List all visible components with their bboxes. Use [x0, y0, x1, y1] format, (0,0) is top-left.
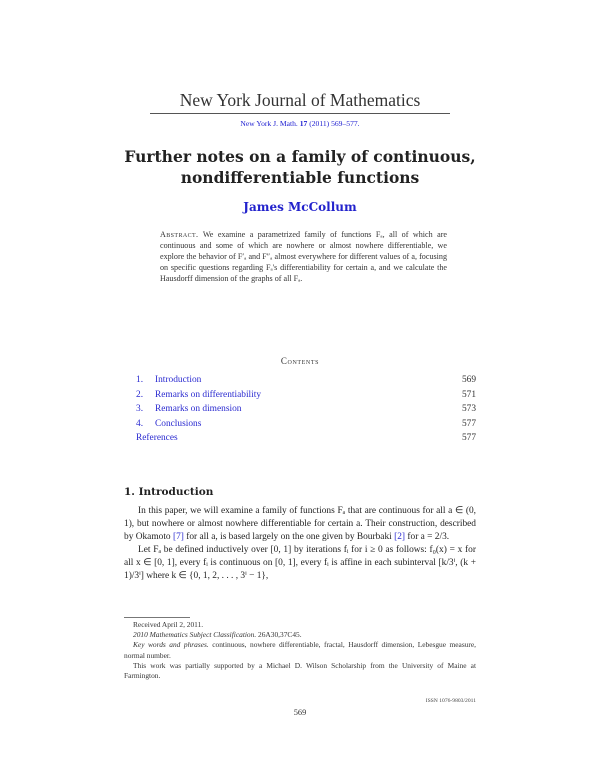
- toc-item-differentiability[interactable]: [136, 390, 476, 405]
- citation-link-okamoto[interactable]: [7]: [172, 532, 184, 542]
- toc-item-number: 4.: [136, 418, 144, 429]
- paragraph-text: for a = 2/3.: [407, 532, 450, 542]
- page-number: 569: [293, 708, 307, 717]
- table-of-contents: [136, 375, 476, 448]
- abstract-text: We examine a parametrized family of functions Fₐ, all of which are continuous and some of which are nowhere or almost nowhere differentiable, we explore the behavior of F′ₐ and F″ₐ almost everywhere for different values of a, focusing on specific questions regarding Fₐ's differentiability for certain a, and we calculate the Hausdorff dimension of the graphs of all Fₐ.: [160, 230, 447, 284]
- toc-item-label: Introduction: [155, 375, 202, 385]
- keywords-value: continuous, nowhere differentiable, fractal, Hausdorff dimension, Lebesgue measure, normal number.: [124, 640, 476, 660]
- citation-prefix: New York J. Math.: [240, 119, 298, 128]
- paragraph: [124, 505, 476, 544]
- msc-value: 26A30,37C45.: [258, 630, 302, 640]
- paragraph-text: for all a, is based largely on the one given by Bourbaki: [186, 532, 392, 542]
- toc-item-label: References: [136, 433, 178, 443]
- msc-classification: [124, 630, 476, 640]
- paragraph-text: In this paper, we will examine a family of functions Fₐ that are continuous for all a ∈ (0, 1), but nowhere or almost nowhere differentiable for certain a. Their construction, described by Okamoto: [124, 506, 476, 542]
- footnote-divider: [124, 617, 190, 618]
- toc-item-conclusions[interactable]: [136, 419, 476, 434]
- toc-item-page: 571: [461, 389, 476, 400]
- toc-item-number: 3.: [136, 404, 144, 414]
- toc-item-page: 577: [461, 433, 476, 443]
- keywords-label: Key words and phrases.: [133, 640, 209, 650]
- issn: ISSN 1076-9803/2011: [425, 698, 476, 704]
- citation-link-bourbaki[interactable]: [2]: [394, 532, 406, 542]
- toc-item-label: Conclusions: [155, 418, 202, 429]
- journal-citation-link[interactable]: [150, 119, 450, 128]
- toc-item-label: Remarks on differentiability: [155, 389, 262, 400]
- keywords: [124, 640, 476, 660]
- footnotes: [124, 620, 476, 681]
- citation-volume: 17: [299, 119, 308, 128]
- toc-item-number: 1.: [136, 375, 144, 385]
- journal-header: [150, 90, 450, 128]
- received-date: Received April 2, 2011.: [133, 620, 204, 629]
- msc-label: 2010 Mathematics Subject Classification.: [133, 630, 257, 640]
- author-link[interactable]: James McCollum: [243, 200, 357, 214]
- toc-item-dimension[interactable]: [136, 404, 476, 419]
- introduction-body: [124, 505, 476, 583]
- abstract: [160, 229, 447, 284]
- toc-item-number: 2.: [136, 389, 144, 400]
- paragraph: Let Fₐ be defined inductively over [0, 1] by iterations fᵢ for i ≥ 0 as follows: f₀(x) = x for all x ∈ [0, 1], every fᵢ is continuous on [0, 1], every fᵢ is affine in each subinterval [k/3ⁱ, (k + 1)/3ⁱ] where k ∈ {0, 1, 2, . . . , 3ⁱ − 1},: [124, 545, 476, 581]
- toc-item-page: 573: [461, 404, 476, 414]
- funding-note: This work was partially supported by a Michael D. Wilson Scholarship from the University of Maine at Farmington.: [124, 660, 476, 681]
- toc-item-label: Remarks on dimension: [155, 404, 242, 414]
- citation-suffix: (2011) 569–577.: [309, 119, 360, 128]
- abstract-label: Abstract.: [160, 230, 199, 239]
- paper-title: Further notes on a family of continuous, nondifferentiable functions: [124, 147, 476, 187]
- journal-name: New York Journal of Mathematics: [150, 90, 450, 114]
- toc-item-page: 577: [461, 418, 476, 429]
- toc-item-page: 569: [461, 375, 476, 385]
- toc-item-introduction[interactable]: [136, 375, 476, 390]
- toc-item-references[interactable]: [136, 433, 476, 448]
- contents-heading: Contents: [280, 356, 320, 366]
- section-heading-introduction: 1. Introduction: [124, 486, 214, 498]
